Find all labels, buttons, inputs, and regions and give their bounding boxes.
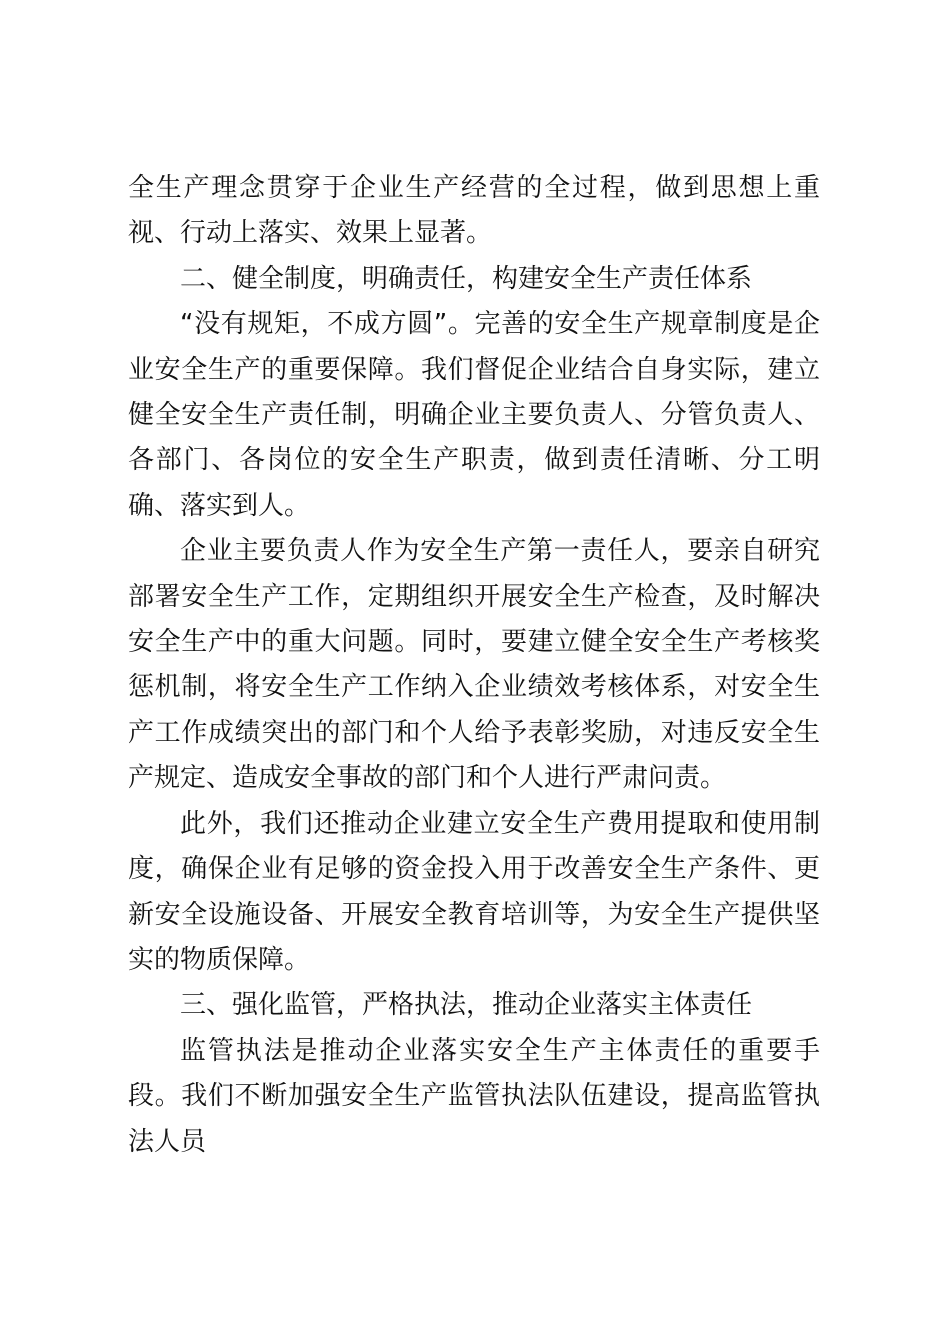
section-heading-3: 三、强化监管，严格执法，推动企业落实主体责任 bbox=[180, 990, 753, 1021]
paragraph: “没有规矩，不成方圆”。完善的安全生产规章制度是企业安全生产的重要保障。我们督促企业结合自身实际，建立健全安全生产责任制，明确企业主要负责人、分管负责人、各部门、各岗位的安全生产职责，做到责任清晰、分工明确、落实到人。 bbox=[128, 309, 820, 521]
section-heading-2: 二、健全制度，明确责任，构建安全生产责任体系 bbox=[180, 263, 753, 294]
paragraph: 此外，我们还推动企业建立安全生产费用提取和使用制度，确保企业有足够的资金投入用于改善安全生产条件、更新安全设施设备、开展安全教育培训等，为安全生产提供坚实的物质保障。 bbox=[128, 808, 820, 975]
paragraph-continued: 全生产理念贯穿于企业生产经营的全过程，做到思想上重视、行动上落实、效果上显著。 bbox=[128, 173, 820, 249]
document-body bbox=[128, 166, 820, 1165]
paragraph: 监管执法是推动企业落实安全生产主体责任的重要手段。我们不断加强安全生产监管执法队伍建设，提高监管执法人员 bbox=[128, 1035, 820, 1157]
paragraph: 企业主要负责人作为安全生产第一责任人，要亲自研究部署安全生产工作，定期组织开展安全生产检查，及时解决安全生产中的重大问题。同时，要建立健全安全生产考核奖惩机制，将安全生产工作纳入企业绩效考核体系，对安全生产工作成绩突出的部门和个人给予表彰奖励，对违反安全生产规定、造成安全事故的部门和个人进行严肃问责。 bbox=[128, 536, 820, 794]
